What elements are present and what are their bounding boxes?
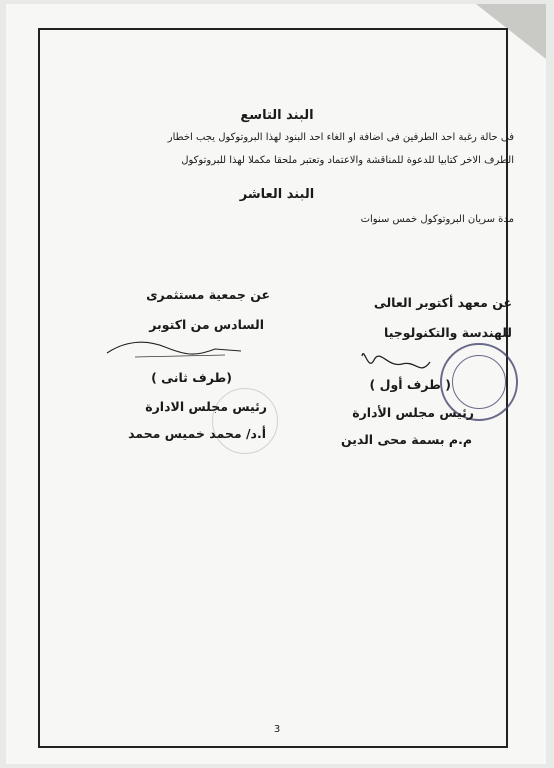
- page-number: 3: [273, 724, 281, 735]
- first-party-org-line-1: عن معهد أكتوبر العالى: [373, 295, 512, 310]
- first-party-org-line-2: للهندسة والتكنولوجيا: [384, 325, 512, 340]
- clause-9-line-2: الطرف الاخر كتابيا للدعوة للمناقشة والاعتماد وتعتبر ملحقا مكملا لهذا للبروتوكول: [181, 155, 514, 166]
- second-party-org-line-1: عن جمعية مستثمرى: [146, 287, 270, 302]
- clause-9-title: البند التاسع: [240, 108, 314, 123]
- clause-9-line-1: فى حالة رغبة احد الطرفين فى اضافة او الغاء احد البنود لهذا البروتوكول يجب اخطار: [167, 132, 514, 143]
- first-party-label: ( طرف أول ): [369, 377, 451, 392]
- first-party-name: م.م بسمة محى الدين: [340, 432, 472, 447]
- clause-10-line-1: مدة سريان البروتوكول خمس سنوات: [360, 214, 514, 225]
- second-party-name: أ.د/ محمد خميس محمد: [128, 426, 266, 441]
- second-party-seal-faint: [212, 388, 278, 454]
- first-party-role: رئيس مجلس الأدارة: [352, 405, 474, 420]
- second-party-org-line-2: السادس من اكتوبر: [149, 317, 264, 332]
- first-party-signature: [358, 342, 438, 382]
- clause-10-title: البند العاشر: [239, 187, 315, 202]
- second-party-role: رئيس مجلس الادارة: [145, 399, 267, 414]
- second-party-signature: [105, 337, 245, 363]
- second-party-label: (طرف ثانى ): [151, 370, 232, 385]
